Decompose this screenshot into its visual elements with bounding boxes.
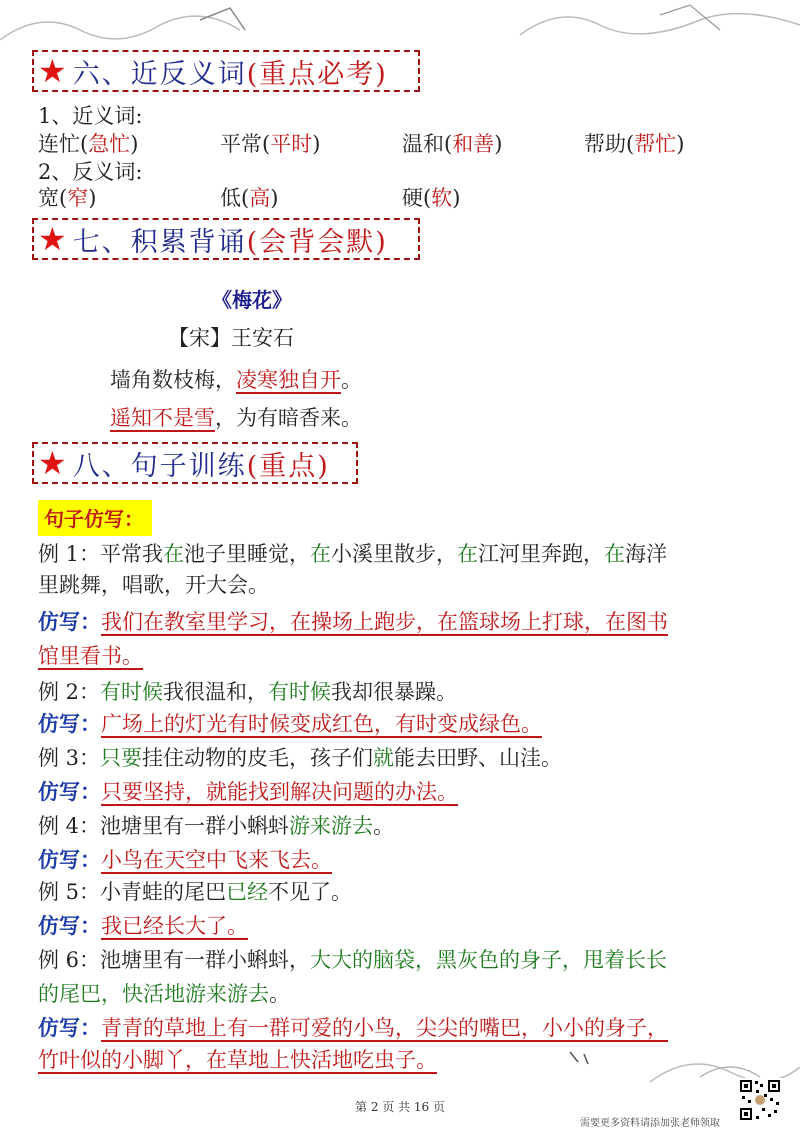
- synonym-row: [38, 128, 778, 158]
- star-icon: ★: [38, 52, 69, 90]
- page-number: 第 2 页 共 16 页: [355, 1100, 445, 1114]
- imitation-1-line-2: 馆里看书。: [38, 644, 143, 668]
- synonym-label: 1、近义词:: [38, 104, 143, 128]
- imitation-4: 仿写：小鸟在天空中飞来飞去。: [38, 847, 332, 872]
- poem-author: 【宋】王安石: [168, 326, 294, 350]
- example-6: 例 6：池塘里有一群小蝌蚪，大大的脑袋，黑灰色的身子，甩着长长: [38, 948, 668, 972]
- section-7-header: [32, 218, 420, 260]
- poem-line-1: 墙角数枝梅，凌寒独自开。: [110, 368, 362, 392]
- synonym-pair: 温和(和善): [402, 132, 503, 156]
- poem-line-2: 遥知不是雪，为有暗香来。: [110, 406, 362, 430]
- synonym-pair: 平常(平时): [220, 132, 321, 156]
- example-1-line-2: 里跳舞，唱歌，开大会。: [38, 573, 269, 597]
- example-3: 例 3：只要挂住动物的皮毛，孩子们就能去田野、山洼。: [38, 746, 563, 770]
- imitation-3: 仿写：只要坚持，就能找到解决问题的办法。: [38, 779, 458, 804]
- example-6-line-2: 的尾巴，快活地游来游去。: [38, 982, 290, 1006]
- section-title: 七、积累背诵: [72, 226, 247, 258]
- example-4: 例 4：池塘里有一群小蝌蚪游来游去。: [38, 814, 395, 838]
- sentence-imitation-tag: 句子仿写：: [38, 500, 152, 536]
- imitation-6: 仿写：青青的草地上有一群可爱的小鸟，尖尖的嘴巴，小小的身子，: [38, 1015, 668, 1040]
- star-icon: ★: [38, 220, 69, 258]
- section-note: (重点): [246, 450, 330, 482]
- example-1: 例 1：平常我在池子里睡觉，在小溪里散步，在江河里奔跑，在海洋: [38, 542, 668, 566]
- imitation-5: 仿写：我已经长大了。: [38, 913, 248, 938]
- section-6-header: [32, 50, 420, 92]
- star-icon: ★: [38, 444, 69, 482]
- section-8-header: [32, 442, 358, 484]
- antonym-pair: 硬(软): [402, 186, 461, 210]
- antonym-label: 2、反义词:: [38, 160, 143, 184]
- antonym-pair: 宽(窄): [38, 186, 97, 210]
- section-note: (重点必考): [246, 58, 388, 90]
- antonym-row: [38, 182, 778, 212]
- synonym-pair: 帮助(帮忙): [584, 132, 685, 156]
- example-5: 例 5：小青蛙的尾巴已经不见了。: [38, 880, 353, 904]
- imitation-1: 仿写：我们在教室里学习，在操场上跑步，在篮球场上打球，在图书: [38, 609, 668, 634]
- poem-title: 《梅花》: [212, 288, 292, 312]
- footer-note: 需要更多资料请添加张老师领取: [580, 1118, 720, 1129]
- antonym-pair: 低(高): [220, 186, 279, 210]
- example-2: 例 2：有时候我很温和，有时候我却很暴躁。: [38, 680, 458, 704]
- synonym-pair: 连忙(急忙): [38, 132, 139, 156]
- section-title: 八、句子训练: [72, 450, 247, 482]
- imitation-6-line-2: 竹叶似的小脚丫，在草地上快活地吃虫子。: [38, 1048, 437, 1072]
- imitation-2: 仿写：广场上的灯光有时候变成红色，有时变成绿色。: [38, 711, 542, 736]
- section-title: 六、近反义词: [72, 58, 247, 90]
- section-note: (会背会默): [246, 226, 388, 258]
